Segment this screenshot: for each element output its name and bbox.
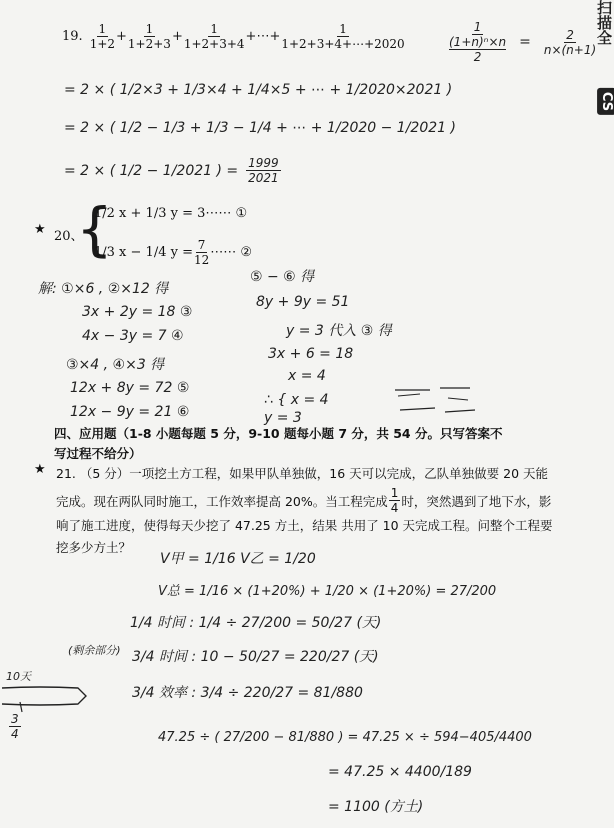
- q21-work-4: 3/4 时间 : 10 − 50/27 = 220/27 (天): [132, 649, 379, 665]
- q21-text-line-1: [56, 464, 548, 482]
- q20-work-left-2: 3x + 2y = 18 ③: [82, 304, 193, 320]
- q20-brace: {: [76, 195, 113, 263]
- q20-work-right-7: y = 3: [264, 410, 302, 426]
- q19-work-line-3: = 2 × ( 1/2 − 1/2021 ) = $\frac{1999}{2021}$: [64, 156, 279, 185]
- q21-work-6: 47.25 ÷ ( 27/200 − 81/880 ) = 47.25 × ÷ 594−405/4400: [158, 730, 532, 745]
- q21-work-1: V甲 = 1/16 V乙 = 1/20: [160, 551, 316, 567]
- q21-text-line-4: 挖多少方土？: [56, 540, 132, 555]
- q20-work-right-2: 8y + 9y = 51: [256, 294, 350, 310]
- q21-number: 21.: [56, 466, 76, 481]
- q21-work-8: = 1100 (方土): [328, 799, 424, 815]
- q20-work-right-4: 3x + 6 = 18: [268, 346, 354, 362]
- section4-title: 四、应用题（1-8 小题每题 5 分，9-10 题每小题 7 分，共 54 分。只写答案不写过程不给分）: [54, 426, 503, 461]
- q20-work-right-1: ⑤ − ⑥ 得: [250, 269, 315, 285]
- q19-term-3: $\frac{1}{1+2+3+4}$: [183, 22, 245, 51]
- q21-text-line-3: 响了施工进度，使得每天少挖了 47.25 方土，结果 共用了 10 天完成工程。问整个工程要: [56, 518, 553, 533]
- q20-work-left-1: 解: ①×6 , ②×12 得: [38, 281, 169, 297]
- sketch-fraction: $\frac{3}{4}$: [11, 712, 19, 741]
- q20-eq1: 1/2 x + 1/3 y = 3⋯⋯ ①: [94, 206, 248, 221]
- sketch-label-top: 10天: [6, 670, 31, 683]
- q20-work-left-4: ③×4 , ④×3 得: [66, 357, 165, 373]
- q19-answer: $\frac{1999}{2021}$: [248, 156, 279, 185]
- q19-work-line-1: = 2 × ( 1/2×3 + 1/3×4 + 1/4×5 + ⋯ + 1/2020×2021 ): [64, 82, 453, 98]
- q19-problem: 19. $\frac{1}{1+2}$ + $\frac{1}{1+2+3}$ + $\frac{1}{1+2+3+4}$ +⋯+ $\frac{1}{1+2+3+4+\cdots+2020}$: [62, 22, 405, 51]
- q20-number: 20、: [54, 229, 84, 244]
- scanner-badge: CS: [597, 88, 614, 115]
- q19-term-2: $\frac{1}{1+2+3}$: [127, 22, 171, 51]
- q21-margin-note: (剩余部分): [68, 644, 121, 657]
- q21-work-2: V总 = 1/16 × (1+20%) + 1/20 × (1+20%) = 27/200: [158, 584, 497, 599]
- q19-work-line-2: = 2 × ( 1/2 − 1/3 + 1/3 − 1/4 + ⋯ + 1/2020 − 1/2021 ): [64, 120, 456, 136]
- q20-eq2: 1/3 x − 1/4 y = $\frac{7}{12}$ ⋯⋯ ②: [94, 238, 253, 267]
- scanner-label: 扫描全: [595, 0, 613, 45]
- q20-work-left-6: 12x − 9y = 21 ⑥: [70, 404, 190, 420]
- q20-work-left-3: 4x − 3y = 7 ④: [82, 328, 184, 344]
- q21-work-5: 3/4 效率 : 3/4 ÷ 220/27 = 81/880: [132, 685, 363, 701]
- q21-text-line-2: 完成。现在两队同时施工，工作效率提高 20%。当工程完成 $\frac{1}{4}$ 时，突然遇到了地下水，影: [56, 486, 552, 515]
- q19-ellipsis: +⋯+: [245, 29, 281, 44]
- q20-work-right-5: x = 4: [288, 368, 326, 384]
- q19-number: 19.: [62, 29, 83, 44]
- q20-work-right-3: y = 3 代入 ③ 得: [286, 323, 392, 339]
- q19-term-4: $\frac{1}{1+2+3+4+\cdots+2020}$: [281, 22, 405, 51]
- scribble-check: [390, 382, 480, 422]
- q20-star-mark: ★: [34, 222, 46, 237]
- q21-star-mark: ★: [34, 462, 46, 477]
- q20-work-left-5: 12x + 8y = 72 ⑤: [70, 380, 190, 396]
- q19-term-1: $\frac{1}{1+2}$: [89, 22, 116, 51]
- q21-work-3: 1/4 时间 : 1/4 ÷ 27/200 = 50/27 (天): [130, 615, 382, 631]
- q20-work-right-6: ∴ { x = 4: [264, 392, 329, 408]
- q21-work-7: = 47.25 × 4400/189: [328, 764, 472, 780]
- q21-text1: （5 分）一项挖土方工程，如果甲队单独做，16 天可以完成，乙队单独做要 20 天能: [79, 466, 549, 481]
- q19-side-note: 1 (1+n)ⁿ×n 2 = $\frac{2}{n\times(n+1)}$: [449, 20, 597, 64]
